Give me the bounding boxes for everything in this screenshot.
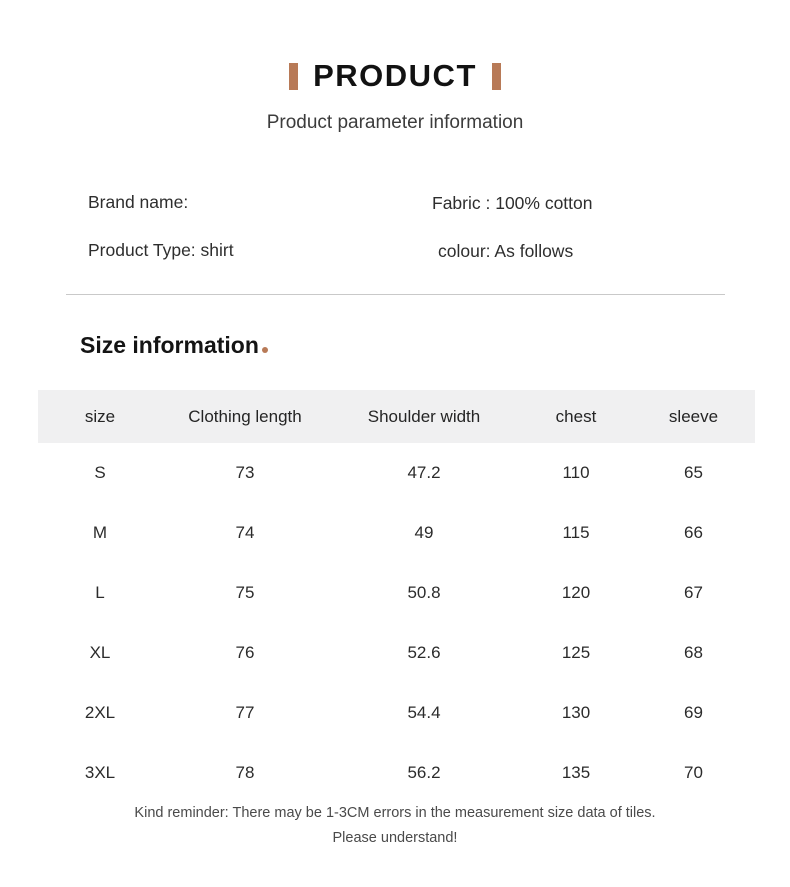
table-cell: M <box>92 523 108 542</box>
table-cell: 135 <box>561 763 591 782</box>
table-cell: 56.2 <box>407 763 441 782</box>
table-cell: 78 <box>235 763 255 782</box>
table-cell: L <box>95 583 105 602</box>
brand-name-label: Brand name: <box>88 192 189 212</box>
table-row <box>38 683 755 743</box>
table-cell: 54.4 <box>407 703 441 722</box>
left-accent-bar-icon <box>289 63 298 90</box>
table-cell: 3XL <box>84 763 116 782</box>
table-cell: 120 <box>561 583 591 602</box>
size-table <box>38 390 755 803</box>
table-cell: 70 <box>684 763 703 782</box>
table-cell: 74 <box>235 523 255 542</box>
table-cell: 69 <box>684 703 703 722</box>
fabric-label: Fabric : 100% cotton <box>432 193 593 213</box>
table-cell: 65 <box>684 463 703 482</box>
table-row <box>38 623 755 683</box>
table-cell: 77 <box>235 703 255 722</box>
size-table-body <box>38 443 755 803</box>
size-table-header-row <box>38 390 755 443</box>
table-cell: 125 <box>561 643 591 662</box>
colour-label: colour: As follows <box>438 241 574 261</box>
table-header-cell: sleeve <box>668 406 719 426</box>
table-cell: 73 <box>235 463 255 482</box>
table-cell: 76 <box>235 643 255 662</box>
size-information-heading <box>80 332 268 359</box>
table-header-cell: Shoulder width <box>367 406 481 426</box>
table-cell: 47.2 <box>407 463 441 482</box>
table-cell: 68 <box>684 643 703 662</box>
table-cell: 50.8 <box>407 583 441 602</box>
size-information-heading-text: Size information <box>80 332 259 358</box>
kind-reminder-note: Kind reminder: There may be 1-3CM errors in the measurement size data of tiles. Please understand! <box>134 805 656 846</box>
table-row <box>38 443 755 503</box>
table-cell: 66 <box>684 523 703 542</box>
table-header-cell: chest <box>555 406 597 426</box>
right-accent-bar-icon <box>492 63 501 90</box>
section-divider <box>66 294 725 295</box>
table-row <box>38 563 755 623</box>
table-row <box>38 503 755 563</box>
table-cell: XL <box>89 643 111 662</box>
page-subtitle: Product parameter information <box>266 112 524 133</box>
table-cell: 115 <box>562 523 590 542</box>
page-title: PRODUCT <box>313 58 477 93</box>
table-row <box>38 743 755 803</box>
table-cell: 67 <box>684 583 703 602</box>
table-cell: 130 <box>561 703 591 722</box>
product-type-label: Product Type: shirt <box>88 240 234 260</box>
table-cell: 49 <box>414 523 434 542</box>
table-cell: S <box>94 463 106 482</box>
accent-dot-icon <box>262 347 268 353</box>
table-header-cell: Clothing length <box>188 406 302 426</box>
table-cell: 2XL <box>84 703 116 722</box>
table-header-cell: size <box>84 406 116 426</box>
table-cell: 52.6 <box>407 643 441 662</box>
page-header <box>0 58 790 94</box>
table-cell: 75 <box>235 583 255 602</box>
table-cell: 110 <box>562 463 590 482</box>
